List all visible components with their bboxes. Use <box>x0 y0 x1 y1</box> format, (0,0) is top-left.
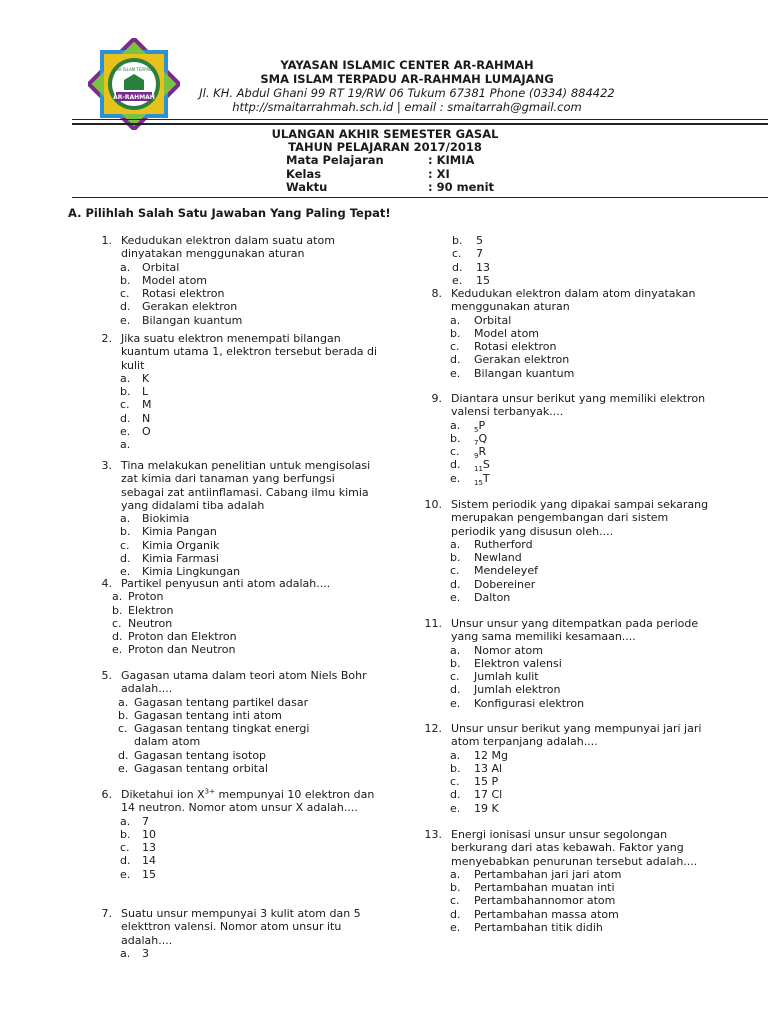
option-text: Rotasi elektron <box>474 340 557 354</box>
option <box>450 894 710 907</box>
question-number: 1. <box>101 234 112 247</box>
option <box>450 551 710 564</box>
option <box>450 908 710 921</box>
option-letter: b. <box>120 525 131 539</box>
option-letter: e. <box>450 471 461 485</box>
option-text: 7 <box>476 247 483 261</box>
option <box>450 564 710 577</box>
option-text: Gagasan tentang inti atom <box>134 708 282 722</box>
option <box>450 921 710 934</box>
element-symbol: S <box>482 458 490 472</box>
option-letter: a. <box>112 590 123 604</box>
atomic-number: 5 <box>474 425 479 434</box>
option-letter: d. <box>120 411 131 425</box>
option-text: Kimia Organik <box>142 538 220 552</box>
option-text: Kimia Lingkungan <box>142 565 241 579</box>
option-letter: e. <box>450 801 461 815</box>
option-text: Orbital <box>474 313 512 327</box>
question-stem: Gagasan utama dalam teori atom Niels Bohr adalah.... <box>121 669 367 696</box>
option-letter: c. <box>120 287 130 301</box>
question-stem: Kedudukan elektron dalam atom dinyatakan menggunakan aturan <box>451 287 696 314</box>
question-11 <box>420 617 710 710</box>
exam-meta <box>286 154 494 195</box>
option <box>450 749 710 762</box>
atomic-number: 11 <box>474 465 483 474</box>
option-letter: e. <box>118 762 129 776</box>
meta-key: Kelas <box>286 166 322 181</box>
option-letter: d. <box>452 260 463 274</box>
option <box>118 696 380 709</box>
option <box>450 697 710 710</box>
option-text: Neutron <box>128 616 173 630</box>
atomic-number: 15 <box>474 478 483 487</box>
option-text: Elektron <box>128 603 174 617</box>
option-letter: b. <box>120 385 131 399</box>
option-text: Mendeleyef <box>474 564 538 578</box>
option-text: 5 <box>476 234 483 247</box>
option-text: 7 <box>142 814 149 828</box>
option-text: Newland <box>474 551 522 565</box>
option <box>120 385 380 398</box>
option <box>450 775 710 788</box>
option <box>452 261 712 274</box>
question-stem: Diantara unsur berikut yang memiliki elektron valensi terbanyak.... <box>451 392 706 419</box>
option-text <box>474 472 490 485</box>
option <box>120 438 380 451</box>
option-text: Model atom <box>474 326 540 340</box>
option-letter: a. <box>120 371 131 385</box>
question-number: 9. <box>431 392 442 405</box>
option <box>120 854 380 867</box>
question-3 <box>90 459 380 579</box>
option-letter: b. <box>112 603 123 617</box>
option-letter: b. <box>118 708 129 722</box>
option <box>450 591 710 604</box>
atomic-number: 7 <box>474 439 479 448</box>
option <box>450 472 710 485</box>
question-stem: Partikel penyusun anti atom adalah.... <box>121 577 331 590</box>
title-divider <box>72 197 768 198</box>
option-letter: d. <box>120 854 131 868</box>
option <box>450 431 710 448</box>
options <box>450 538 710 604</box>
question-stem: Sistem periodik yang dipakai sampai sekarang merupakan pengembangan dari sistem periodik yang disusun oleh.... <box>451 498 709 538</box>
option <box>450 788 710 801</box>
option <box>112 643 380 656</box>
option <box>120 372 380 385</box>
option-letter: b. <box>120 273 131 287</box>
option-text: Gagasan tentang orbital <box>134 762 268 776</box>
option-text: 14 <box>142 854 156 868</box>
question-7-continued <box>452 234 712 287</box>
meta-row <box>286 154 494 168</box>
option-text: Proton <box>128 590 164 604</box>
option-text: Kimia Pangan <box>142 525 217 539</box>
option <box>450 868 710 881</box>
option <box>450 762 710 775</box>
ion-charge: 3+ <box>204 787 215 796</box>
option <box>118 749 380 762</box>
meta-row <box>286 168 494 182</box>
question-stem: Jika suatu elektron menempati bilangan kuantum utama 1, elektron tersebut berada di kulit <box>121 332 378 372</box>
option-letter: b. <box>450 326 461 340</box>
question-stem: Suatu unsur mempunyai 3 kulit atom dan 5 elekttron valensi. Nomor atom unsur itu adalah.... <box>121 907 361 947</box>
option-text <box>474 445 487 461</box>
option-letter: c. <box>452 247 462 261</box>
foundation-name: YAYASAN ISLAMIC CENTER AR-RAHMAH <box>280 58 534 72</box>
option-text: 15 P <box>474 775 499 789</box>
option-text: Jumlah kulit <box>474 670 539 684</box>
option-letter: e. <box>450 696 461 710</box>
option-letter: a. <box>450 537 461 551</box>
option <box>120 828 380 841</box>
option <box>112 590 380 603</box>
option <box>450 881 710 894</box>
option <box>450 683 710 696</box>
options <box>118 696 380 776</box>
option-text: Gerakan elektron <box>142 300 238 314</box>
question-stem-part: mempunyai 10 elektron dan 14 neutron. Nomor atom unsur X adalah.... <box>121 788 375 815</box>
option <box>450 644 710 657</box>
question-number: 8. <box>431 287 442 300</box>
options <box>120 815 380 881</box>
option-text: Gagasan tentang partikel dasar <box>134 695 309 709</box>
logo-sublabel: SMA ISLAM TERPADU <box>112 67 156 72</box>
option-text: Pertambahan muatan inti <box>474 881 615 895</box>
option <box>452 234 712 247</box>
option-letter: d. <box>118 748 129 762</box>
options <box>120 372 380 452</box>
option-letter: b. <box>450 431 461 445</box>
option-letter: d. <box>450 788 461 802</box>
option <box>112 630 380 643</box>
question-1 <box>90 234 380 327</box>
option-letter: c. <box>112 616 122 630</box>
option-text: N <box>142 411 151 425</box>
options <box>120 512 380 578</box>
option-text: 17 Cl <box>474 788 503 802</box>
question-number: 4. <box>101 577 112 590</box>
question-stem: Tina melakukan penelitian untuk mengisolasi zat kimia dari tanaman yang berfungsi sebagai zat antiinflamasi. Cabang ilmu kimia yang didalami tiba adalah <box>121 459 371 512</box>
question-number: 11. <box>424 617 442 630</box>
option-letter: e. <box>452 273 463 287</box>
question-7 <box>90 907 380 960</box>
option-letter: b. <box>120 827 131 841</box>
option-letter: a. <box>118 695 129 709</box>
question-6 <box>90 788 380 881</box>
option <box>450 657 710 670</box>
logo-label: AR-RAHMAH <box>113 94 155 101</box>
option-letter: a. <box>450 643 461 657</box>
exam-title-line2: TAHUN PELAJARAN 2017/2018 <box>288 140 482 154</box>
option-text: Gagasan tentang tingkat energi dalam atom <box>134 722 310 749</box>
option-text: Gagasan tentang isotop <box>134 748 267 762</box>
option-letter: e. <box>120 565 131 579</box>
meta-value: : XI <box>428 166 450 181</box>
meta-value: : KIMIA <box>428 153 475 167</box>
option <box>120 425 380 438</box>
option-text <box>474 458 490 474</box>
option-letter: d. <box>450 353 461 367</box>
option <box>450 445 710 461</box>
question-stem: Unsur unsur yang ditempatkan pada periode yang sama memiliki kesamaan.... <box>451 617 699 644</box>
option-text: 19 K <box>474 801 499 815</box>
option-text: Pertambahan massa atom <box>474 907 619 921</box>
option <box>118 722 380 749</box>
option <box>450 419 710 432</box>
option-letter: c. <box>450 894 460 908</box>
option <box>120 274 380 287</box>
option-text: Proton dan Neutron <box>128 643 236 657</box>
option-letter: d. <box>450 458 461 472</box>
option-text: Kimia Farmasi <box>142 552 219 566</box>
option <box>120 947 380 960</box>
atomic-number: 9 <box>474 452 479 461</box>
element-symbol: R <box>478 445 487 459</box>
question-stem-part: Diketahui ion X <box>121 788 205 801</box>
question-number: 2. <box>101 332 112 345</box>
question-9 <box>420 392 710 485</box>
option-text <box>474 419 485 432</box>
option-letter: d. <box>112 630 123 644</box>
options <box>120 261 380 327</box>
option-letter: a. <box>450 867 461 881</box>
option-letter: d. <box>120 300 131 314</box>
option-text <box>474 431 488 448</box>
header-divider <box>72 119 768 120</box>
question-stem: Kedudukan elektron dalam suatu atom dinyatakan menggunakan aturan <box>121 234 335 261</box>
option-letter: c. <box>118 722 128 736</box>
option-text: M <box>142 398 152 412</box>
option-text: Rutherford <box>474 537 533 551</box>
option <box>112 604 380 617</box>
options <box>450 419 710 485</box>
option-letter: d. <box>450 577 461 591</box>
option <box>450 353 710 366</box>
question-5 <box>90 669 380 775</box>
option-letter: e. <box>450 921 461 935</box>
option-text: Jumlah elektron <box>474 683 561 697</box>
element-symbol: T <box>482 471 490 485</box>
option-text: Elektron valensi <box>474 656 562 670</box>
question-2 <box>90 332 380 452</box>
option-text: 10 <box>142 827 156 841</box>
exam-title-line1: ULANGAN AKHIR SEMESTER GASAL <box>271 127 499 141</box>
option-letter: a. <box>450 313 461 327</box>
option <box>118 709 380 722</box>
exam-title <box>250 128 520 154</box>
school-logo <box>88 38 180 130</box>
option-text: O <box>142 425 151 439</box>
option-text: Konfigurasi elektron <box>474 696 585 710</box>
option-text: Pertambahan jari jari atom <box>474 867 622 881</box>
question-number: 7. <box>101 907 112 920</box>
option-letter: c. <box>450 340 460 354</box>
option-letter: b. <box>450 551 461 565</box>
option <box>120 314 380 327</box>
option-letter: b. <box>450 656 461 670</box>
option <box>120 287 380 300</box>
option <box>450 314 710 327</box>
element-symbol: Q <box>478 431 488 445</box>
option-text: Proton dan Elektron <box>128 630 237 644</box>
option-text: Nomor atom <box>474 643 543 657</box>
option <box>450 670 710 683</box>
option <box>450 327 710 340</box>
element-symbol: P <box>478 418 486 432</box>
option-letter: d. <box>450 907 461 921</box>
meta-row <box>286 181 494 195</box>
option-letter: b. <box>450 761 461 775</box>
option-text: Bilangan kuantum <box>474 366 575 380</box>
option <box>452 247 712 260</box>
option-letter: a. <box>120 946 131 960</box>
option <box>120 512 380 525</box>
option-letter: e. <box>112 643 123 657</box>
options <box>450 749 710 815</box>
option-letter: a. <box>120 438 131 452</box>
option-text: Pertambahannomor atom <box>474 894 616 908</box>
question-10 <box>420 498 710 604</box>
option-letter: a. <box>120 512 131 526</box>
option-text: L <box>142 385 149 399</box>
option-text: Rotasi elektron <box>142 287 225 301</box>
option-letter: e. <box>450 366 461 380</box>
question-number: 6. <box>101 788 112 801</box>
question-number: 12. <box>424 722 442 735</box>
option <box>120 868 380 881</box>
question-8 <box>420 287 710 380</box>
question-4 <box>90 577 380 657</box>
option-text: Bilangan kuantum <box>142 313 243 327</box>
option-text: 13 Al <box>474 761 503 775</box>
option-letter: c. <box>450 445 460 459</box>
school-address: Jl. KH. Abdul Ghani 99 RT 19/RW 06 Tukum 67381 Phone (0334) 884422 <box>199 86 615 100</box>
question-13 <box>420 828 710 934</box>
option <box>120 815 380 828</box>
option <box>120 412 380 425</box>
header-divider-thick <box>72 123 768 125</box>
option-letter: c. <box>120 398 130 412</box>
option-letter: a. <box>120 814 131 828</box>
meta-key: Waktu <box>286 180 328 194</box>
school-name: SMA ISLAM TERPADU AR-RAHMAH LUMAJANG <box>260 72 554 86</box>
option-text: 13 <box>142 841 156 855</box>
question-stem: Unsur unsur berikut yang mempunyai jari jari atom terpanjang adalah.... <box>451 722 702 749</box>
question-number: 13. <box>424 828 442 841</box>
option-text: Dobereiner <box>474 577 536 591</box>
option <box>120 841 380 854</box>
option <box>120 398 380 411</box>
options <box>450 868 710 934</box>
option-text: 3 <box>142 946 149 960</box>
option-text: Orbital <box>142 260 180 274</box>
option-letter: c. <box>120 538 130 552</box>
option-text: 15 <box>476 273 490 287</box>
option-letter: d. <box>120 552 131 566</box>
option-letter: b. <box>450 881 461 895</box>
option <box>120 261 380 274</box>
option-letter: e. <box>450 591 461 605</box>
meta-value: : 90 menit <box>428 180 495 194</box>
option <box>450 538 710 551</box>
option-letter: d. <box>450 683 461 697</box>
option-letter: c. <box>120 841 130 855</box>
option <box>120 552 380 565</box>
option-text: Dalton <box>474 591 511 605</box>
option-letter: c. <box>450 775 460 789</box>
option <box>450 367 710 380</box>
options <box>112 590 380 656</box>
question-number: 5. <box>101 669 112 682</box>
question-stem <box>121 788 380 815</box>
option-letter: a. <box>450 418 461 432</box>
option-letter: c. <box>450 564 460 578</box>
option-letter: a. <box>120 260 131 274</box>
school-web: http://smaitarrahmah.sch.id | email : smaitarrah@gmail.com <box>232 100 582 114</box>
question-number: 3. <box>101 459 112 472</box>
option-text: Model atom <box>142 273 208 287</box>
question-stem: Energi ionisasi unsur unsur segolongan berkurang dari atas kebawah. Faktor yang menyebabkan penurunan tersebut adalah.... <box>451 828 698 868</box>
option-text: Biokimia <box>142 512 190 526</box>
option-letter: e. <box>120 425 131 439</box>
options <box>452 234 712 287</box>
option <box>450 458 710 474</box>
option-text: Pertambahan titik didih <box>474 921 603 935</box>
option <box>112 617 380 630</box>
option <box>452 274 712 287</box>
option-letter: e. <box>120 313 131 327</box>
option <box>120 300 380 313</box>
option <box>450 802 710 815</box>
option-letter: a. <box>450 748 461 762</box>
options <box>120 947 380 960</box>
meta-key: Mata Pelajaran <box>286 153 384 167</box>
option <box>118 762 380 775</box>
option-letter: c. <box>450 670 460 684</box>
question-number: 10. <box>424 498 442 511</box>
option-text: 15 <box>142 867 156 881</box>
option <box>120 539 380 552</box>
option-letter: b. <box>452 234 463 247</box>
option-text: 12 Mg <box>474 748 508 762</box>
options <box>450 314 710 380</box>
school-header <box>182 58 632 114</box>
option <box>450 578 710 591</box>
option <box>450 340 710 353</box>
option-letter: e. <box>120 867 131 881</box>
options <box>450 644 710 710</box>
section-title: A. Pilihlah Salah Satu Jawaban Yang Paling Tepat! <box>68 206 391 220</box>
option-text: Gerakan elektron <box>474 353 570 367</box>
option-text: 13 <box>476 260 490 274</box>
option <box>120 525 380 538</box>
option-text: K <box>142 371 150 385</box>
question-12 <box>420 722 710 815</box>
